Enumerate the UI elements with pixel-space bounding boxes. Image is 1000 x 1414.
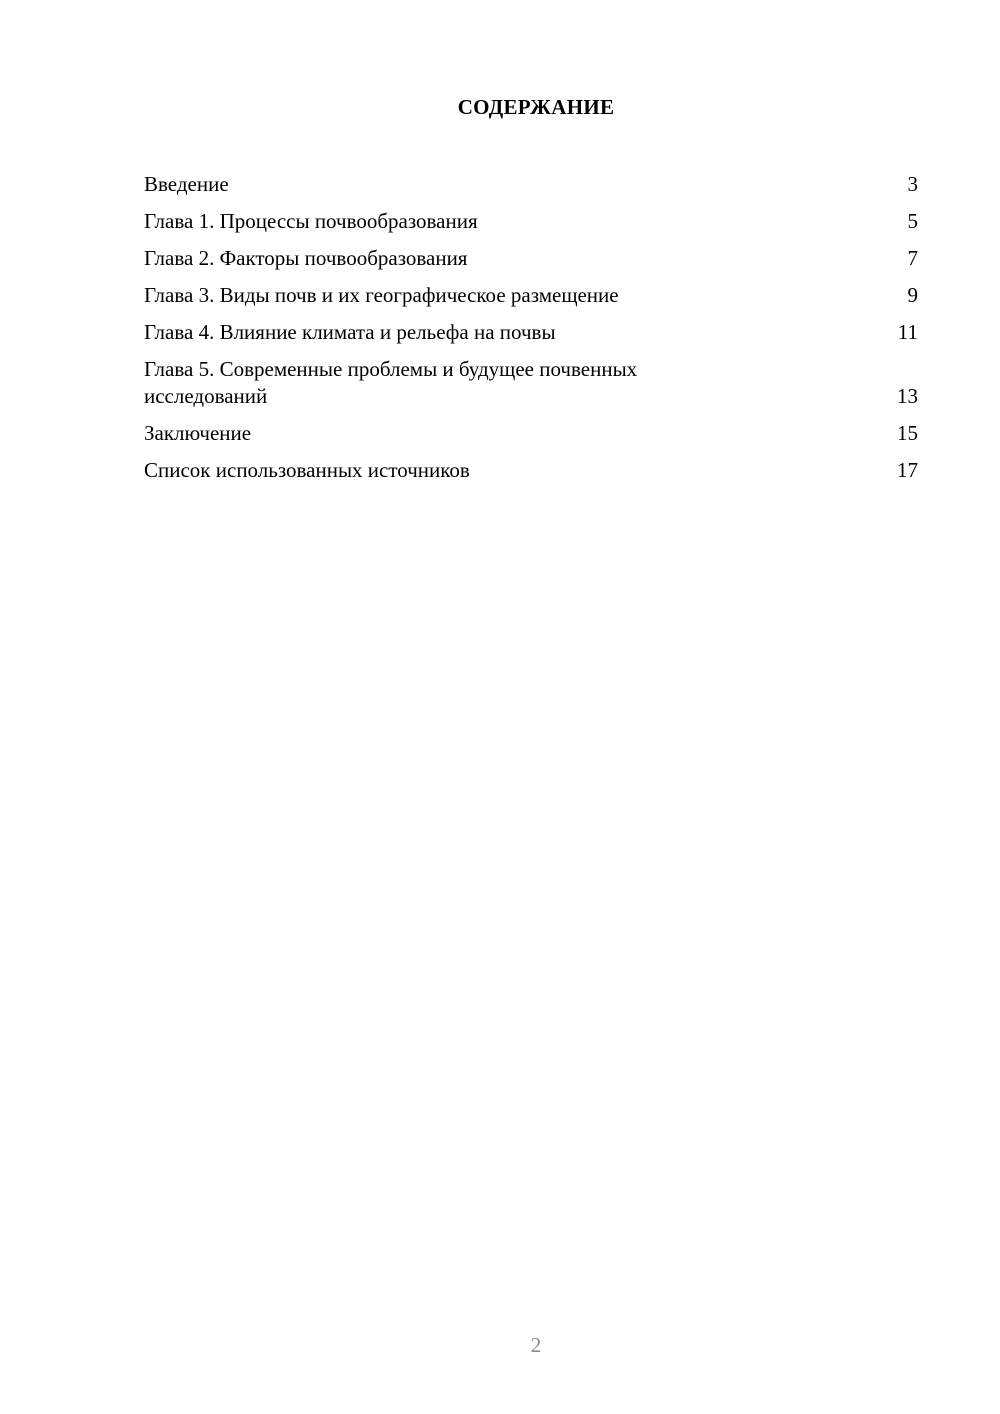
toc-entry-title: Глава 4. Влияние климата и рельефа на почвы bbox=[144, 320, 556, 344]
toc-entry-page: 17 bbox=[897, 458, 918, 482]
page-title: СОДЕРЖАНИЕ bbox=[457, 95, 615, 119]
toc-entry-page: 13 bbox=[897, 384, 918, 408]
toc-entry-chapter-3 bbox=[144, 282, 918, 309]
toc-entry-conclusion bbox=[144, 420, 918, 447]
toc-entry-page: 3 bbox=[907, 172, 918, 196]
toc-entry-chapter-5 bbox=[144, 356, 918, 410]
toc-entry-title: Заключение bbox=[144, 421, 252, 445]
toc-entry-title: Список использованных источников bbox=[144, 458, 470, 482]
toc-entry-page: 11 bbox=[897, 320, 918, 344]
toc-entry-page: 5 bbox=[907, 209, 918, 233]
page-number: 2 bbox=[530, 1333, 542, 1357]
toc-entry-title: Глава 3. Виды почв и их географическое размещение bbox=[144, 283, 619, 307]
toc-entry-title: Глава 1. Процессы почвообразования bbox=[144, 209, 478, 233]
toc-entry-chapter-2 bbox=[144, 245, 918, 272]
toc-entry-page: 9 bbox=[907, 283, 918, 307]
table-of-contents bbox=[144, 171, 918, 494]
toc-entry-chapter-1 bbox=[144, 208, 918, 235]
toc-entry-introduction bbox=[144, 171, 918, 198]
toc-entry-title: Глава 5. Современные проблемы и будущее почвенных исследований bbox=[144, 357, 638, 408]
toc-entry-title: Глава 2. Факторы почвообразования bbox=[144, 246, 468, 270]
toc-entry-title: Введение bbox=[144, 172, 229, 196]
toc-entry-page: 7 bbox=[907, 246, 918, 270]
toc-entry-page: 15 bbox=[897, 421, 918, 445]
toc-entry-references bbox=[144, 457, 918, 484]
toc-entry-chapter-4 bbox=[144, 319, 918, 346]
